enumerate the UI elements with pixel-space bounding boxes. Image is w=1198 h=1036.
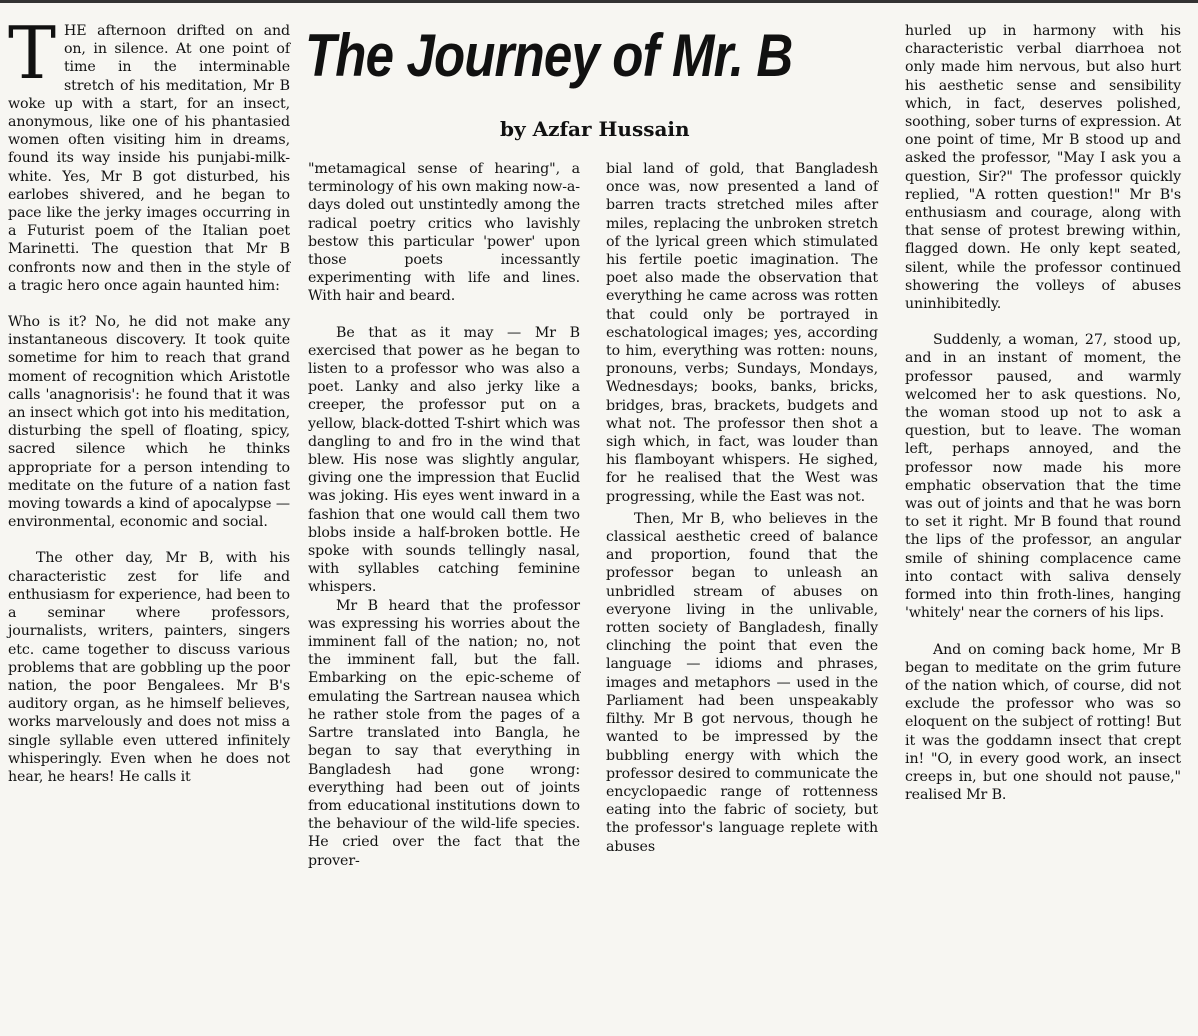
column-1-paragraph-3: The other day, Mr B, with his characteristic zest for life and enthusiasm for experience, had been to a seminar where professors, journalists, writers, painters, singers etc. came together to discuss various problems that are gobbling up the poor nation, the poor Bengalees. Mr B's auditory organ, as he himself believes, works marvelously and does not miss a single syllable even uttered infinitely whisperingly. Even when he does not hear, he hears! He calls it xyxy=(8,550,290,785)
article-headline: The Journey of Mr. B xyxy=(305,22,793,89)
column-4 xyxy=(905,22,1181,804)
drop-cap: T xyxy=(8,11,56,95)
column-3-paragraph-1: bial land of gold, that Bangladesh once was, now presented a land of barren tracts stretched miles after miles, replacing the unbroken stretch of the lyrical green which stimulated his fertile poetic imagination. The poet also made the observation that everything he came across was rotten that could only be portrayed in eschatological images; yes, according to him, everything was rotten: nouns, pronouns, verbs; Sundays, Mondays, Wednesdays; books, banks, bricks, bridges, bras, brackets, budgets and what not. The professor then shot a sigh which, in fact, was louder than his flamboyant whispers. He sighed, for he realised that the West was progressing, while the East was not. xyxy=(606,161,878,505)
column-3-paragraph-2: Then, Mr B, who believes in the classical aesthetic creed of balance and proportion, found that the professor began to unleash an unbridled stream of abuses on everyone living in the unlivable, rotten society of Bangladesh, finally clinching the point that even the language — idioms and phrases, images and metaphors — used in the Parliament had been unspeakably filthy. Mr B got nervous, though he wanted to be impressed by the bubbling energy with which the professor desired to communicate the encyclopaedic range of rottenness eating into the fabric of society, but the professor's language replete with abuses xyxy=(606,510,878,855)
article-byline: by Azfar Hussain xyxy=(500,117,690,141)
column-4-paragraph-3: And on coming back home, Mr B began to meditate on the grim future of the nation which, of course, did not exclude the professor who was so eloquent on the subject of rotting! But it was the goddamn insect that crept in! "O, in every good work, an insect creeps in, but one should not pause," realised Mr B. xyxy=(905,641,1181,804)
column-1-paragraph-1 xyxy=(8,11,290,295)
column-2 xyxy=(308,160,580,870)
column-2-paragraph-1: "metamagical sense of hearing", a terminology of his own making now-a-days doled out unstintedly among the radical poetry critics who lavishly bestow this particular 'power' upon those poets incessantly experimenting with life and lines. With hair and beard. xyxy=(308,161,580,305)
column-1-paragraph-2: Who is it? No, he did not make any instantaneous discovery. It took quite sometime for him to reach that grand moment of recognition which Aristotle calls 'anagnorisis': he found that it was an insect which got into his meditation, disturbing the spell of floating, spicy, sacred silence which he thinks appropriate for a person intending to meditate on the future of a nation fast moving towards a kind of apocalypse — environmental, economic and social. xyxy=(8,314,290,531)
column-2-paragraph-2: Be that as it may — Mr B exercised that power as he began to listen to a professor who was also a poet. Lanky and also jerky like a creeper, the professor put on a yellow, black-dotted T-shirt which was dangling to and fro in the wind that blew. His nose was slightly angular, giving one the impression that Euclid was joking. His eyes went inward in a fashion that one would call them two blobs inside a half-broken bottle. He spoke with sounds tellingly nasal, with syllables catching feminine whispers. xyxy=(308,324,580,596)
column-4-paragraph-1: hurled up in harmony with his characteristic verbal diarrhoea not only made him nervous, but also hurt his aesthetic sense and sensibility which, in fact, deserves polished, soothing, sober turns of expression. At one point of time, Mr B stood up and asked the professor, "May I ask you a question, Sir?" The professor quickly replied, "A rotten question!" Mr B's enthusiasm and courage, along with that sense of protest brewing within, flagged down. He only kept seated, silent, while the professor continued showering the volleys of abuses uninhibitedly. xyxy=(905,23,1181,313)
column-3 xyxy=(606,160,878,856)
top-rule xyxy=(0,0,1198,3)
column-2-paragraph-3: Mr B heard that the professor was expressing his worries about the imminent fall of the nation; no, not the imminent fall, but the fall. Embarking on the epic-scheme of emulating the Sartrean nausea which he rather stole from the pages of a Sartre translated into Bangla, he began to say that everything in Bangladesh had gone wrong: everything had been out of joints from educational institutions down to the behaviour of the wild-life species. He cried over the fact that the prover- xyxy=(308,597,580,869)
paragraph-text: HE afternoon drifted on and on, in silence. At one point of time in the interminable stretch of his meditation, Mr B woke up with a start, for an insect, anonymous, like one of his phantasied women often visiting him in dreams, found its way inside his punjabi-milk-white. Yes, Mr B got disturbed, his earlobes shivered, and he began to pace like the jerky images occurring in a Futurist poem of the Italian poet Marinetti. The question that Mr B confronts now and then in the style of a tragic hero once again haunted him: xyxy=(8,23,290,294)
column-4-paragraph-2: Suddenly, a woman, 27, stood up, and in an instant of moment, the professor paused, and warmly welcomed her to ask questions. No, the woman stood up not to ask a question, but to leave. The woman left, perhaps annoyed, and the professor now made his more emphatic observation that the time was out of joints and that he was born to set it right. Mr B found that round the lips of the professor, an angular smile of shining complacence came into contact with saliva densely formed into thin froth-lines, hanging 'whitely' near the corners of his lips. xyxy=(905,332,1181,622)
column-1 xyxy=(8,11,290,786)
